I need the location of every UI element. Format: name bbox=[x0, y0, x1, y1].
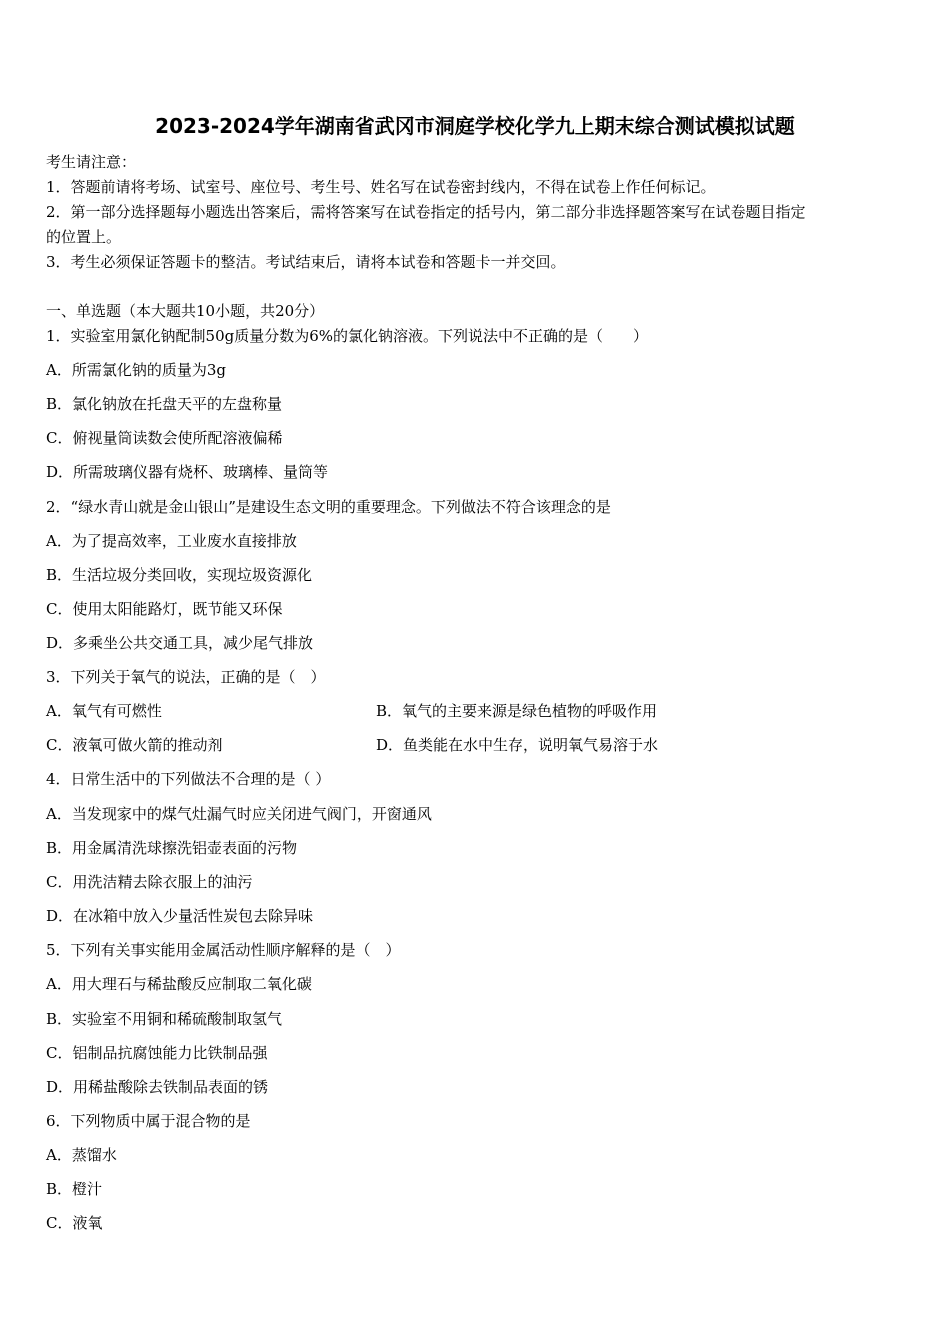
section-heading: 一、单选题（本大题共10小题，共20分） bbox=[46, 302, 325, 320]
question-option: D．用稀盐酸除去铁制品表面的锈 bbox=[46, 1078, 269, 1096]
question-stem: 3．下列关于氧气的说法，正确的是（ ） bbox=[46, 668, 326, 686]
question-stem: 5．下列有关事实能用金属活动性顺序解释的是（ ） bbox=[46, 941, 401, 959]
page-title: 2023-2024学年湖南省武冈市洞庭学校化学九上期末综合测试模拟试题 bbox=[155, 114, 795, 138]
question-option: A．蒸馏水 bbox=[46, 1146, 117, 1164]
question-option: C．液氧可做火箭的推动剂 bbox=[46, 736, 223, 754]
question-option: B．橙汁 bbox=[46, 1180, 103, 1198]
question-option: D．多乘坐公共交通工具，减少尾气排放 bbox=[46, 634, 314, 652]
question-option: D．鱼类能在水中生存，说明氧气易溶于水 bbox=[376, 736, 659, 754]
question-option: C．铝制品抗腐蚀能力比铁制品强 bbox=[46, 1044, 268, 1062]
question-option: B．生活垃圾分类回收，实现垃圾资源化 bbox=[46, 566, 313, 584]
question-option: C．用洗洁精去除衣服上的油污 bbox=[46, 873, 253, 891]
question-option: B．实验室不用铜和稀硫酸制取氢气 bbox=[46, 1010, 283, 1028]
question-option: B．氯化钠放在托盘天平的左盘称量 bbox=[46, 395, 283, 413]
question-option: B．氧气的主要来源是绿色植物的呼吸作用 bbox=[376, 702, 658, 720]
question-option: C．俯视量筒读数会使所配溶液偏稀 bbox=[46, 429, 283, 447]
notice-item: 1．答题前请将考场、试室号、座位号、考生号、姓名写在试卷密封线内，不得在试卷上作任何标记。 bbox=[46, 178, 716, 196]
question-stem: 4．日常生活中的下列做法不合理的是（ ） bbox=[46, 770, 331, 788]
question-option: A．当发现家中的煤气灶漏气时应关闭进气阀门，开窗通风 bbox=[46, 805, 432, 823]
question-option: C．使用太阳能路灯，既节能又环保 bbox=[46, 600, 283, 618]
notice-item: 2．第一部分选择题每小题选出答案后，需将答案写在试卷指定的括号内，第二部分非选择题答案写在试卷题目指定 bbox=[46, 203, 806, 221]
question-option: A．用大理石与稀盐酸反应制取二氧化碳 bbox=[46, 975, 312, 993]
question-stem: 2．“绿水青山就是金山银山”是建设生态文明的重要理念。下列做法不符合该理念的是 bbox=[46, 498, 611, 516]
question-option: D．在冰箱中放入少量活性炭包去除异味 bbox=[46, 907, 314, 925]
question-option: A．为了提高效率，工业废水直接排放 bbox=[46, 532, 297, 550]
notice-label: 考生请注意： bbox=[46, 153, 137, 171]
notice-item: 的位置上。 bbox=[46, 228, 122, 246]
question-option: B．用金属清洗球擦洗铝壶表面的污物 bbox=[46, 839, 298, 857]
question-option: C．液氧 bbox=[46, 1214, 103, 1232]
question-option: A．所需氯化钠的质量为3g bbox=[46, 361, 226, 379]
question-stem: 6．下列物质中属于混合物的是 bbox=[46, 1112, 251, 1130]
question-stem: 1．实验室用氯化钠配制50g质量分数为6%的氯化钠溶液。下列说法中不正确的是（ ） bbox=[46, 327, 649, 345]
question-option: D．所需玻璃仪器有烧杯、玻璃棒、量筒等 bbox=[46, 463, 329, 481]
notice-item: 3．考生必须保证答题卡的整洁。考试结束后，请将本试卷和答题卡一并交回。 bbox=[46, 253, 566, 271]
question-option: A．氧气有可燃性 bbox=[46, 702, 162, 720]
